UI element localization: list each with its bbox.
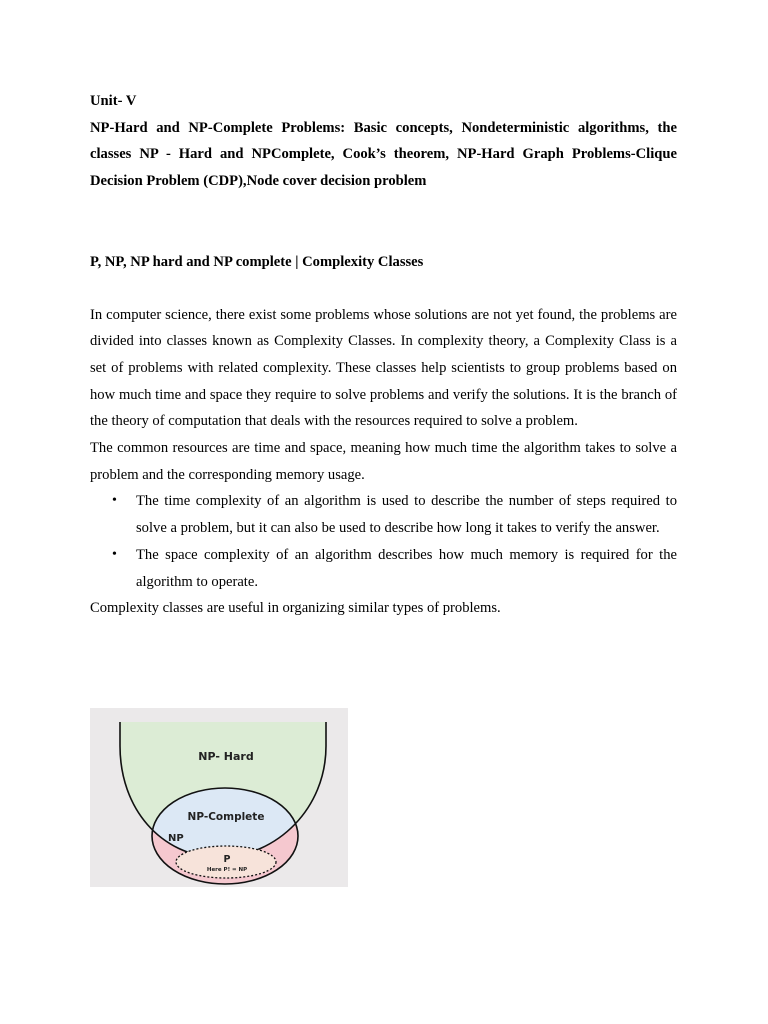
complexity-classes-diagram	[90, 708, 348, 887]
list-item	[90, 488, 677, 541]
list-item-text: The time complexity of an algorithm is used to describe the number of steps required to solve a problem, but it can also be used to describe how long it takes to verify the answer.	[136, 493, 677, 537]
np-complete-label: NP-Complete	[187, 811, 265, 823]
p-label: P	[223, 854, 231, 865]
np-hard-label: NP- Hard	[198, 750, 254, 763]
resources-paragraph: The common resources are time and space, meaning how much time the algorithm takes to solve a problem and the corresponding memory usage.	[90, 440, 677, 483]
unit-heading: Unit- V	[90, 93, 137, 109]
bullet-glyph: •	[112, 493, 117, 509]
complexity-list	[90, 488, 677, 595]
list-item-text: The space complexity of an algorithm describes how much memory is required for the algorithm to operate.	[136, 546, 677, 590]
np-label: NP	[168, 833, 184, 844]
unit-topics: NP-Hard and NP-Complete Problems: Basic concepts, Nondeterministic algorithms, the classes NP - Hard and NPComplete, Cook’s theorem, NP-Hard Graph Problems-Clique Decision Problem (CDP),Node cover decision problem	[90, 119, 677, 190]
intro-paragraph: In computer science, there exist some problems whose solutions are not yet found, the problems are divided into classes known as Complexity Classes. In complexity theory, a Complexity Class is a set of problems with related complexity. These classes help scientists to group problems based on how much time and space they require to solve problems and verify the solutions. It is the branch of the theory of computation that deals with the resources required to solve a problem.	[90, 306, 677, 430]
section-title: P, NP, NP hard and NP complete | Complexity Classes	[90, 253, 424, 270]
summary-paragraph: Complexity classes are useful in organizing similar types of problems.	[90, 600, 501, 617]
diagram-svg	[90, 708, 348, 887]
list-item	[90, 542, 677, 595]
bullet-glyph: •	[112, 546, 117, 562]
document-body	[90, 88, 677, 622]
p-note-label: Here P! = NP	[206, 867, 248, 873]
